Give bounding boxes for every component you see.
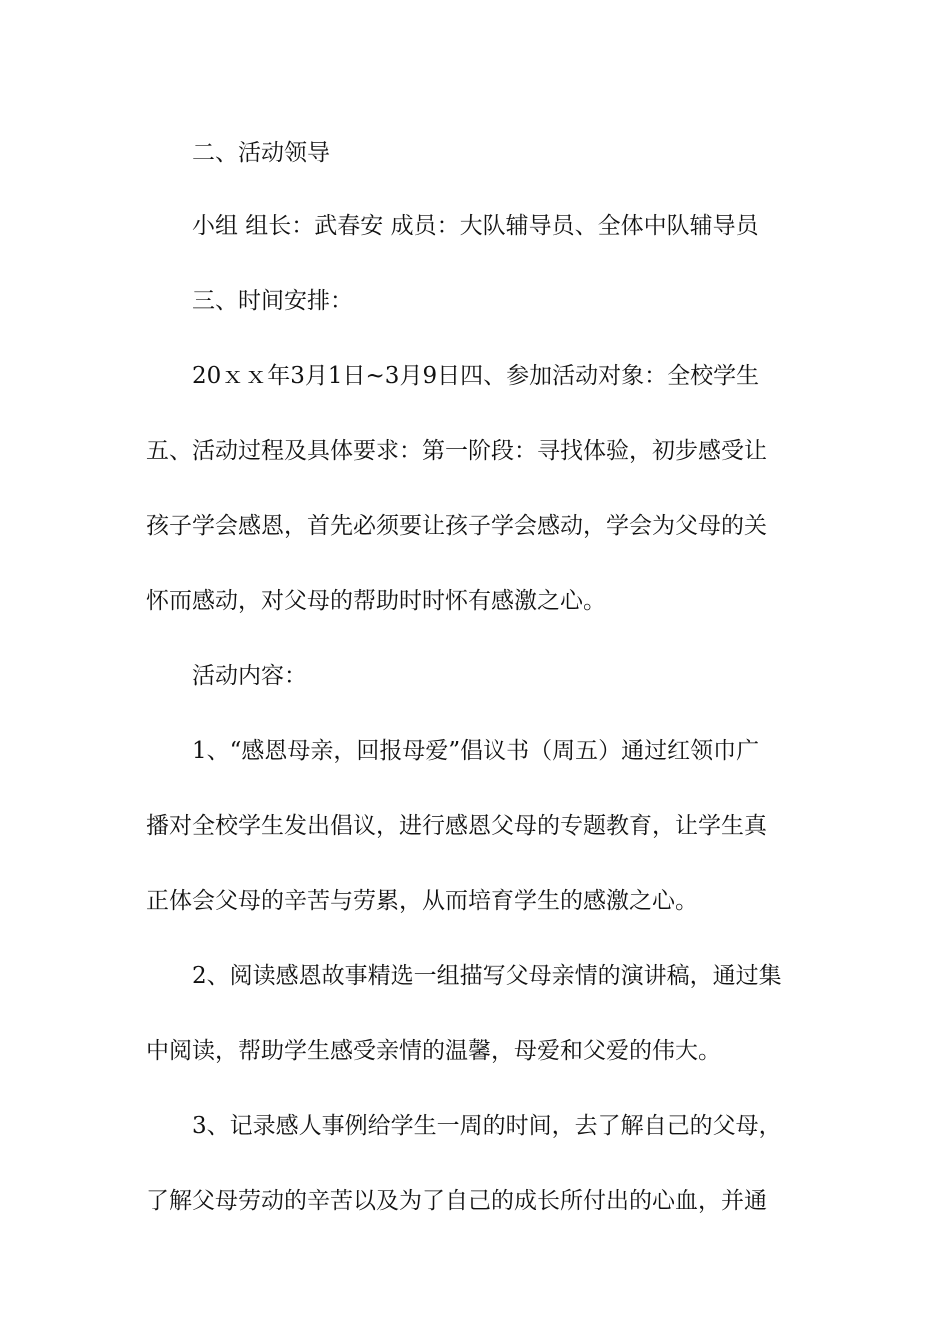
paragraph-line: 播对全校学生发出倡议，进行感恩父母的专题教育，让学生真 — [146, 813, 767, 839]
paragraph-line: 1、“感恩母亲，回报母爱”倡议书（周五）通过红领巾广 — [192, 738, 760, 764]
paragraph-line: 2、阅读感恩故事精选一组描写父母亲情的演讲稿，通过集 — [192, 963, 782, 989]
section-heading-leadership: 二、活动领导 — [192, 140, 330, 166]
paragraph-line: 怀而感动，对父母的帮助时时怀有感激之心。 — [146, 588, 606, 614]
paragraph-line: 20ｘｘ年3月1日~3月9日四、参加活动对象：全校学生 — [192, 363, 760, 389]
paragraph-line: 孩子学会感恩，首先必须要让孩子学会感动，学会为父母的关 — [146, 513, 767, 539]
paragraph-line: 小组 组长：武春安 成员：大队辅导员、全体中队辅导员 — [192, 213, 759, 239]
paragraph-line: 五、活动过程及具体要求：第一阶段：寻找体验，初步感受让 — [146, 438, 767, 464]
section-heading-schedule: 三、时间安排： — [192, 288, 353, 314]
paragraph-line: 正体会父母的辛苦与劳累，从而培育学生的感激之心。 — [146, 888, 698, 914]
paragraph-line: 中阅读，帮助学生感受亲情的温馨，母爱和父爱的伟大。 — [146, 1038, 721, 1064]
paragraph-line: 了解父母劳动的辛苦以及为了自己的成长所付出的心血，并通 — [146, 1188, 767, 1214]
section-heading-content: 活动内容： — [192, 663, 307, 689]
paragraph-line: 3、记录感人事例给学生一周的时间，去了解自己的父母， — [192, 1113, 782, 1139]
